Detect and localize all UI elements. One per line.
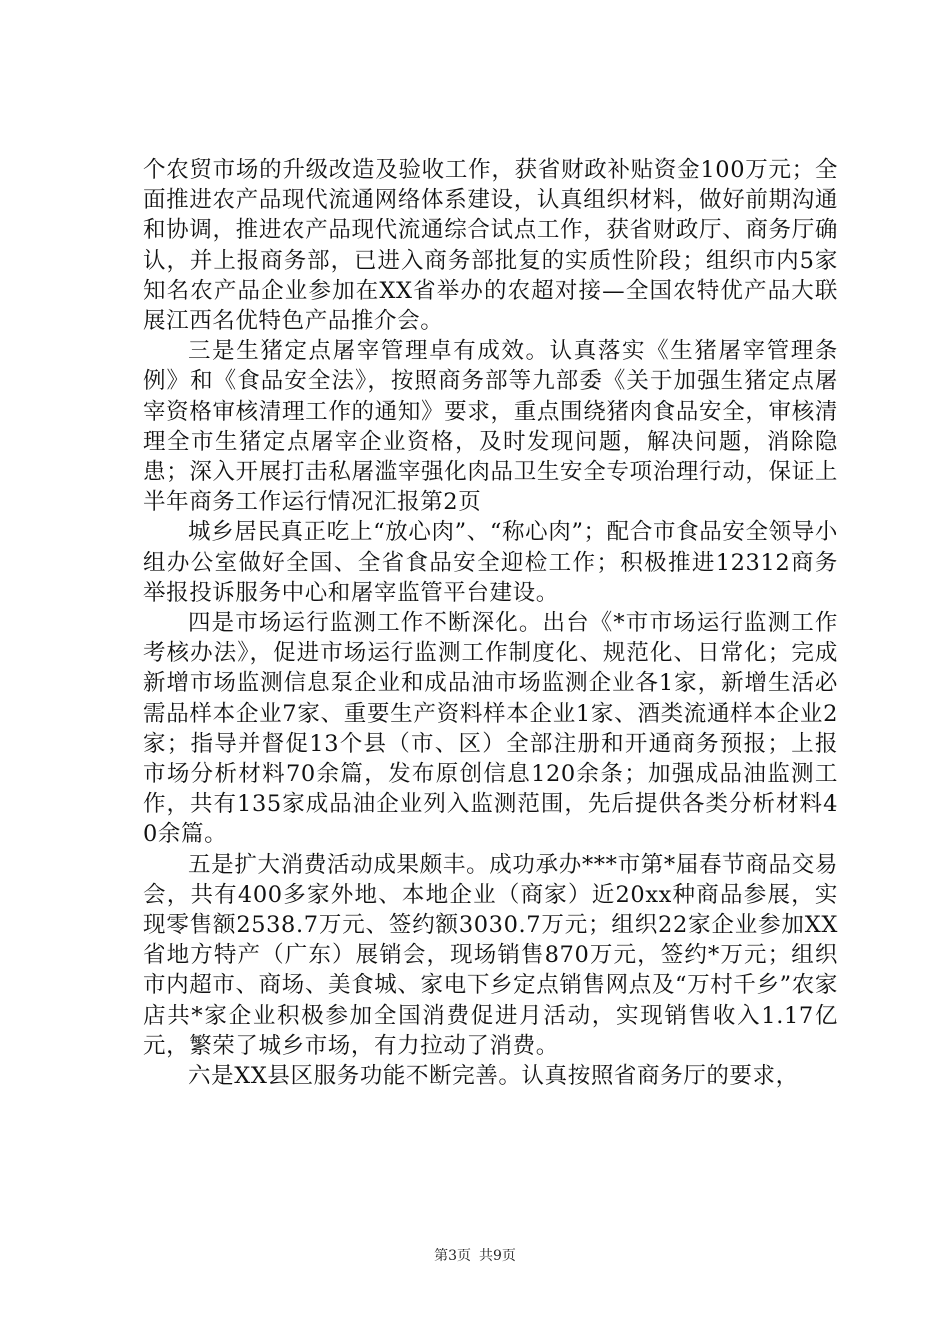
paragraph-consumption-activities: 五是扩大消费活动成果颇丰。成功承办***市第*届春节商品交易会，共有400多家外地、本地企业（商家）近20xx种商品参展，实现零售额2538.7万元、签约额3030.7万元；组织22家企业参加XX省地方特产（广东）展销会，现场销售870万元，签约*万元；组织市内超市、商场、美食城、家电下乡定点销售网点及“万村千乡”农家店共*家企业积极参加全国消费促进月活动，实现销售收入1.17亿元，繁荣了城乡市场，有力拉动了消费。	[143, 851, 838, 1059]
page-total: 共9页	[479, 1248, 516, 1264]
paragraph-food-safety: 城乡居民真正吃上“放心肉”、“称心肉”；配合市食品安全领导小组办公室做好全国、全省食品安全迎检工作；积极推进12312商务举报投诉服务中心和屠宰监管平台建设。	[143, 519, 838, 606]
paragraph-market-monitoring: 四是市场运行监测工作不断深化。出台《*市市场运行监测工作考核办法》，促进市场运行监测工作制度化、规范化、日常化；完成新增市场监测信息泵企业和成品油市场监测企业各1家，新增生活必需品样本企业7家、重要生产资料样本企业1家、酒类流通样本企业2家；指导并督促13个县（市、区）全部注册和开通商务预报；上报市场分析材料70余篇，发布原创信息120余条；加强成品油监测工作，共有135家成品油企业列入监测范围，先后提供各类分析材料40余篇。	[143, 610, 838, 848]
paragraph-continuation: 个农贸市场的升级改造及验收工作，获省财政补贴资金100万元；全面推进农产品现代流通网络体系建设，认真组织材料，做好前期沟通和协调，推进农产品现代流通综合试点工作，获省财政厅、商务厅确认，并上报商务部，已进入商务部批复的实质性阶段；组织市内5家知名农产品企业参加在XX省举办的农超对接—全国农特优产品大联展江西名优特色产品推介会。	[143, 157, 838, 335]
paragraph-slaughter-management: 三是生猪定点屠宰管理卓有成效。认真落实《生猪屠宰管理条例》和《食品安全法》，按照商务部等九部委《关于加强生猪定点屠宰资格审核清理工作的通知》要求，重点围绕猪肉食品安全，审核清理全市生猪定点屠宰企业资格，及时发现问题，解决问题，消除隐患；深入开展打击私屠滥宰强化肉品卫生安全专项治理行动，保证上半年商务工作运行情况汇报第2页	[143, 338, 838, 516]
page-footer	[0, 1247, 950, 1265]
paragraph-county-services: 六是XX县区服务功能不断完善。认真按照省商务厅的要求，	[188, 1063, 799, 1090]
page-number: 第3页	[434, 1248, 471, 1264]
document-body	[143, 155, 838, 1091]
